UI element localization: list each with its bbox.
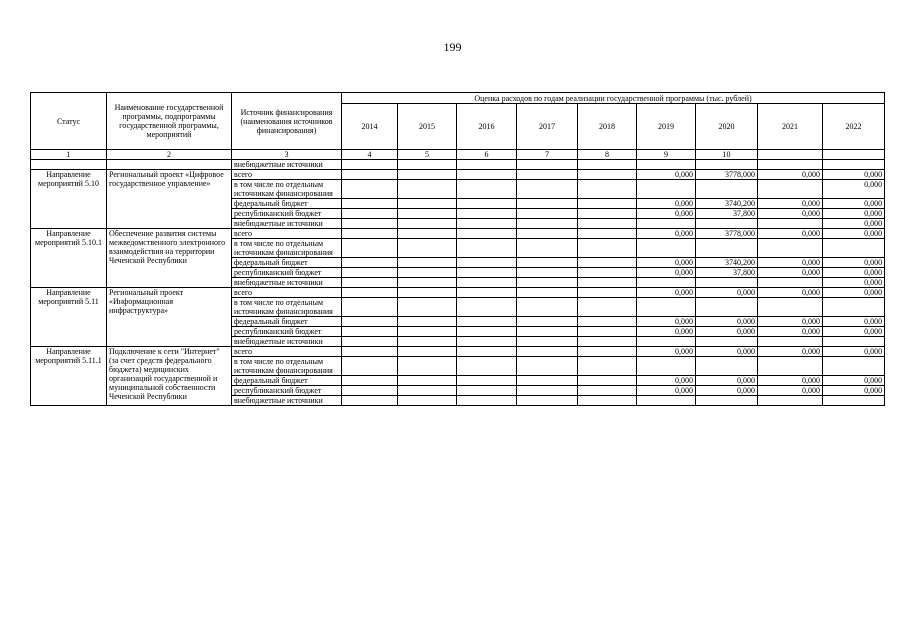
column-index: 3: [232, 150, 342, 160]
value-cell: [517, 327, 578, 337]
value-cell: [457, 327, 517, 337]
value-cell: 0,000: [823, 268, 885, 278]
value-cell: [637, 160, 696, 170]
value-cell: [398, 396, 457, 406]
budget-table: [30, 92, 885, 406]
column-index: 6: [457, 150, 517, 160]
value-cell: 3740,200: [696, 258, 758, 268]
page-number: 199: [443, 40, 462, 54]
value-cell: [398, 317, 457, 327]
activity-name-cell: Региональный проект «Цифровое государственное управление»: [107, 170, 232, 229]
value-cell: [398, 239, 457, 258]
year-header: 2014: [342, 104, 398, 150]
name-header: Наименование государственной программы, подпрограммы государственной программы, мероприятий: [107, 93, 232, 150]
value-cell: [457, 268, 517, 278]
value-cell: [758, 180, 823, 199]
value-cell: 0,000: [637, 317, 696, 327]
value-cell: [517, 337, 578, 347]
source-cell: внебюджетные источники: [232, 219, 342, 229]
value-cell: [578, 239, 637, 258]
value-cell: 0,000: [696, 317, 758, 327]
value-cell: [823, 337, 885, 347]
value-cell: 0,000: [637, 327, 696, 337]
value-cell: [578, 327, 637, 337]
table-body: [31, 160, 885, 406]
value-cell: 0,000: [823, 288, 885, 298]
value-cell: 0,000: [823, 180, 885, 199]
value-cell: [578, 199, 637, 209]
value-cell: [457, 170, 517, 180]
value-cell: [342, 317, 398, 327]
value-cell: [637, 219, 696, 229]
table-row: [31, 288, 885, 298]
value-cell: [578, 160, 637, 170]
source-cell: всего: [232, 288, 342, 298]
value-cell: 0,000: [823, 386, 885, 396]
value-cell: [342, 278, 398, 288]
value-cell: [457, 209, 517, 219]
year-header: 2021: [758, 104, 823, 150]
column-index: [823, 150, 885, 160]
value-cell: [457, 357, 517, 376]
source-cell: федеральный бюджет: [232, 317, 342, 327]
value-cell: [696, 357, 758, 376]
value-cell: 0,000: [758, 209, 823, 219]
value-cell: [398, 229, 457, 239]
value-cell: [457, 258, 517, 268]
value-cell: [517, 386, 578, 396]
value-cell: 0,000: [696, 376, 758, 386]
value-cell: [578, 317, 637, 327]
value-cell: [823, 357, 885, 376]
value-cell: [578, 180, 637, 199]
source-cell: федеральный бюджет: [232, 258, 342, 268]
value-cell: 0,000: [696, 327, 758, 337]
value-cell: [342, 219, 398, 229]
value-cell: [457, 317, 517, 327]
value-cell: [517, 209, 578, 219]
value-cell: [398, 337, 457, 347]
source-cell: всего: [232, 229, 342, 239]
table-row: [31, 347, 885, 357]
index-row: [31, 150, 885, 160]
value-cell: [398, 219, 457, 229]
value-cell: [578, 337, 637, 347]
value-cell: [696, 396, 758, 406]
value-cell: [342, 376, 398, 386]
value-cell: [578, 278, 637, 288]
value-cell: [457, 347, 517, 357]
source-cell: внебюджетные источники: [232, 396, 342, 406]
year-header: 2018: [578, 104, 637, 150]
status-cell: Направление мероприятий 5.11.1: [31, 347, 107, 406]
value-cell: [342, 209, 398, 219]
value-cell: 0,000: [637, 386, 696, 396]
value-cell: [578, 268, 637, 278]
value-cell: 37,800: [696, 209, 758, 219]
value-cell: [517, 199, 578, 209]
value-cell: 3740,200: [696, 199, 758, 209]
value-cell: [457, 278, 517, 288]
value-cell: [517, 347, 578, 357]
value-cell: [637, 278, 696, 288]
value-cell: 0,000: [758, 268, 823, 278]
value-cell: [398, 170, 457, 180]
value-cell: [457, 376, 517, 386]
value-cell: [578, 347, 637, 357]
value-cell: 0,000: [823, 209, 885, 219]
value-cell: [823, 160, 885, 170]
value-cell: 0,000: [637, 229, 696, 239]
year-header: 2017: [517, 104, 578, 150]
name-cell: [107, 160, 232, 170]
source-cell: республиканский бюджет: [232, 327, 342, 337]
source-cell: внебюджетные источники: [232, 160, 342, 170]
estimate-header: Оценка расходов по годам реализации государственной программы (тыс. рублей): [342, 93, 885, 104]
value-cell: [696, 298, 758, 317]
value-cell: [696, 337, 758, 347]
source-cell: в том числе по отдельным источникам финансирования: [232, 298, 342, 317]
value-cell: 0,000: [696, 288, 758, 298]
value-cell: 0,000: [823, 327, 885, 337]
value-cell: [398, 258, 457, 268]
value-cell: 0,000: [758, 288, 823, 298]
value-cell: [398, 386, 457, 396]
value-cell: [342, 288, 398, 298]
value-cell: [696, 239, 758, 258]
column-index: 7: [517, 150, 578, 160]
value-cell: [637, 357, 696, 376]
value-cell: 0,000: [637, 199, 696, 209]
value-cell: [457, 337, 517, 347]
value-cell: [637, 239, 696, 258]
value-cell: [578, 170, 637, 180]
source-cell: в том числе по отдельным источникам финансирования: [232, 180, 342, 199]
value-cell: [578, 209, 637, 219]
value-cell: [398, 357, 457, 376]
value-cell: [758, 396, 823, 406]
value-cell: [342, 160, 398, 170]
value-cell: 0,000: [823, 199, 885, 209]
value-cell: [578, 386, 637, 396]
value-cell: 0,000: [696, 386, 758, 396]
value-cell: [342, 199, 398, 209]
source-cell: федеральный бюджет: [232, 199, 342, 209]
value-cell: [457, 199, 517, 209]
column-index: 4: [342, 150, 398, 160]
column-index: 5: [398, 150, 457, 160]
value-cell: [696, 180, 758, 199]
value-cell: [398, 347, 457, 357]
value-cell: 0,000: [758, 376, 823, 386]
value-cell: 0,000: [637, 258, 696, 268]
value-cell: 3778,000: [696, 170, 758, 180]
year-header: 2022: [823, 104, 885, 150]
value-cell: [457, 239, 517, 258]
year-header: 2019: [637, 104, 696, 150]
value-cell: [398, 298, 457, 317]
value-cell: [758, 337, 823, 347]
table-row: [31, 170, 885, 180]
value-cell: [758, 239, 823, 258]
value-cell: [758, 298, 823, 317]
source-cell: в том числе по отдельным источникам финансирования: [232, 357, 342, 376]
value-cell: [398, 160, 457, 170]
value-cell: 0,000: [823, 347, 885, 357]
value-cell: [342, 180, 398, 199]
value-cell: [398, 199, 457, 209]
source-cell: республиканский бюджет: [232, 209, 342, 219]
value-cell: [517, 170, 578, 180]
value-cell: [342, 357, 398, 376]
value-cell: [823, 396, 885, 406]
value-cell: [578, 357, 637, 376]
column-index: [758, 150, 823, 160]
source-cell: внебюджетные источники: [232, 278, 342, 288]
value-cell: [517, 278, 578, 288]
value-cell: [517, 288, 578, 298]
value-cell: 0,000: [637, 209, 696, 219]
value-cell: [457, 229, 517, 239]
value-cell: [637, 180, 696, 199]
value-cell: [342, 386, 398, 396]
value-cell: [398, 288, 457, 298]
value-cell: [457, 180, 517, 199]
value-cell: 0,000: [758, 170, 823, 180]
column-index: 10: [696, 150, 758, 160]
value-cell: [457, 219, 517, 229]
value-cell: [342, 347, 398, 357]
value-cell: [637, 396, 696, 406]
value-cell: 0,000: [823, 317, 885, 327]
value-cell: [342, 298, 398, 317]
value-cell: [758, 160, 823, 170]
value-cell: [578, 376, 637, 386]
value-cell: [758, 278, 823, 288]
value-cell: 0,000: [758, 327, 823, 337]
source-cell: внебюджетные источники: [232, 337, 342, 347]
activity-name-cell: Региональный проект «Информационная инфраструктура»: [107, 288, 232, 347]
value-cell: [696, 278, 758, 288]
value-cell: 0,000: [758, 347, 823, 357]
source-cell: республиканский бюджет: [232, 386, 342, 396]
value-cell: [517, 229, 578, 239]
value-cell: 0,000: [696, 347, 758, 357]
source-cell: республиканский бюджет: [232, 268, 342, 278]
value-cell: [823, 298, 885, 317]
value-cell: [517, 298, 578, 317]
column-index: 2: [107, 150, 232, 160]
value-cell: [398, 376, 457, 386]
value-cell: [517, 180, 578, 199]
value-cell: [398, 209, 457, 219]
status-cell: Направление мероприятий 5.11: [31, 288, 107, 347]
year-header: 2016: [457, 104, 517, 150]
status-cell: [31, 160, 107, 170]
source-cell: всего: [232, 347, 342, 357]
value-cell: [342, 268, 398, 278]
value-cell: [457, 288, 517, 298]
value-cell: [517, 376, 578, 386]
value-cell: [578, 258, 637, 268]
value-cell: 0,000: [637, 170, 696, 180]
header-row: [31, 93, 885, 104]
value-cell: 0,000: [637, 376, 696, 386]
value-cell: [517, 357, 578, 376]
year-header: 2020: [696, 104, 758, 150]
status-header: Статус: [31, 93, 107, 150]
value-cell: [637, 337, 696, 347]
value-cell: [578, 288, 637, 298]
value-cell: [517, 239, 578, 258]
value-cell: [758, 219, 823, 229]
value-cell: [696, 160, 758, 170]
value-cell: [517, 160, 578, 170]
value-cell: 3778,000: [696, 229, 758, 239]
value-cell: 0,000: [758, 199, 823, 209]
source-cell: в том числе по отдельным источникам финансирования: [232, 239, 342, 258]
value-cell: 0,000: [823, 170, 885, 180]
value-cell: [578, 229, 637, 239]
value-cell: [457, 396, 517, 406]
value-cell: [517, 317, 578, 327]
column-index: 8: [578, 150, 637, 160]
year-header: 2015: [398, 104, 457, 150]
status-cell: Направление мероприятий 5.10.1: [31, 229, 107, 288]
value-cell: [517, 258, 578, 268]
value-cell: [342, 258, 398, 268]
value-cell: [517, 219, 578, 229]
activity-name-cell: Подключение к сети "Интернет" (за счет средств федерального бюджета) медицинских организаций государственной и муниципальной собственности Чеченской Республики: [107, 347, 232, 406]
value-cell: 0,000: [637, 347, 696, 357]
value-cell: 0,000: [823, 229, 885, 239]
value-cell: [342, 337, 398, 347]
value-cell: [578, 219, 637, 229]
value-cell: [342, 239, 398, 258]
value-cell: [637, 298, 696, 317]
value-cell: [457, 160, 517, 170]
activity-name-cell: Обеспечение развития системы межведомственного электронного взаимодействия на территории Чеченской Республики: [107, 229, 232, 288]
value-cell: 0,000: [758, 386, 823, 396]
value-cell: [398, 268, 457, 278]
value-cell: [758, 357, 823, 376]
source-cell: федеральный бюджет: [232, 376, 342, 386]
value-cell: [342, 229, 398, 239]
value-cell: 0,000: [758, 229, 823, 239]
column-index: 1: [31, 150, 107, 160]
value-cell: [342, 396, 398, 406]
value-cell: [342, 327, 398, 337]
status-cell: Направление мероприятий 5.10: [31, 170, 107, 229]
value-cell: [578, 298, 637, 317]
value-cell: [457, 386, 517, 396]
value-cell: [398, 180, 457, 199]
value-cell: 0,000: [758, 317, 823, 327]
source-header: Источник финансирования (наименования источников финансирования): [232, 93, 342, 150]
table-row: [31, 160, 885, 170]
value-cell: 0,000: [637, 288, 696, 298]
value-cell: [398, 278, 457, 288]
value-cell: [823, 239, 885, 258]
value-cell: [342, 170, 398, 180]
value-cell: [696, 219, 758, 229]
source-cell: всего: [232, 170, 342, 180]
value-cell: [457, 298, 517, 317]
value-cell: 0,000: [823, 278, 885, 288]
table-row: [31, 229, 885, 239]
column-index: 9: [637, 150, 696, 160]
value-cell: [578, 396, 637, 406]
value-cell: 0,000: [823, 258, 885, 268]
value-cell: 0,000: [823, 219, 885, 229]
value-cell: 37,800: [696, 268, 758, 278]
value-cell: [517, 396, 578, 406]
value-cell: 0,000: [823, 376, 885, 386]
value-cell: [517, 268, 578, 278]
value-cell: [398, 327, 457, 337]
value-cell: 0,000: [637, 268, 696, 278]
value-cell: 0,000: [758, 258, 823, 268]
